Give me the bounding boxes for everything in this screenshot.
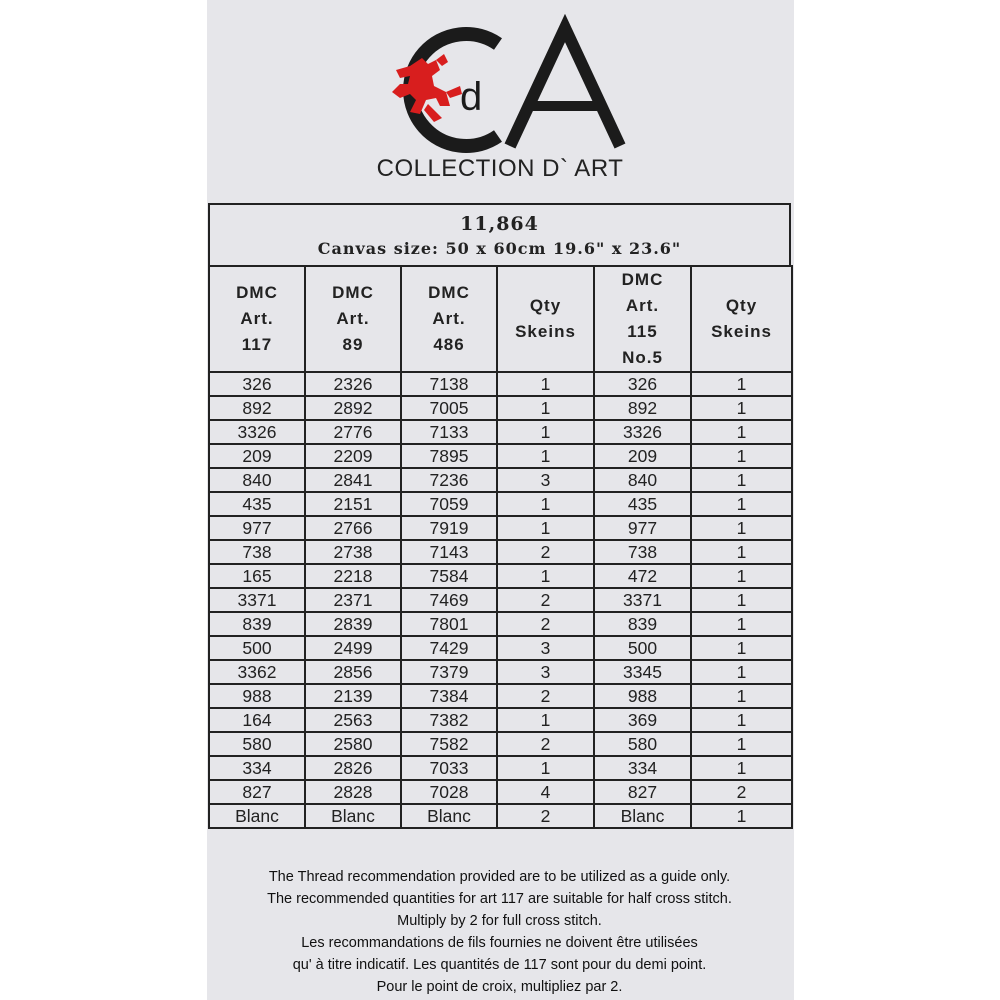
table-cell: 580 <box>594 732 691 756</box>
column-header-line: Qty <box>529 296 562 315</box>
table-cell: 334 <box>209 756 305 780</box>
table-cell: 164 <box>209 708 305 732</box>
table-cell: 435 <box>209 492 305 516</box>
table-header-row <box>209 266 792 372</box>
table-cell: 435 <box>594 492 691 516</box>
table-cell: 827 <box>209 780 305 804</box>
table-cell: 500 <box>209 636 305 660</box>
table-cell: 2 <box>497 540 594 564</box>
table-cell: 7584 <box>401 564 497 588</box>
table-cell: 1 <box>691 396 792 420</box>
table-cell: Blanc <box>401 804 497 828</box>
table-cell: 1 <box>691 732 792 756</box>
griffin-icon <box>392 54 462 122</box>
guide-notes <box>208 866 791 998</box>
table-row <box>209 684 792 708</box>
column-header <box>401 266 497 372</box>
table-cell: 1 <box>691 636 792 660</box>
table-cell: 1 <box>691 708 792 732</box>
table-row <box>209 804 792 828</box>
table-row <box>209 468 792 492</box>
table-cell: Blanc <box>305 804 401 828</box>
column-header-line: Art. <box>432 309 466 328</box>
table-cell: 7033 <box>401 756 497 780</box>
table-cell: 840 <box>209 468 305 492</box>
note-line: Les recommandations de fils fournies ne doivent être utilisées <box>301 935 698 951</box>
table-row <box>209 564 792 588</box>
column-header-line: No.5 <box>622 348 663 367</box>
table-cell: 2218 <box>305 564 401 588</box>
table-cell: 580 <box>209 732 305 756</box>
column-header-line: 89 <box>342 335 364 354</box>
table-cell: 892 <box>594 396 691 420</box>
table-cell: 3326 <box>594 420 691 444</box>
table-row <box>209 612 792 636</box>
table-cell: 7429 <box>401 636 497 660</box>
column-header-line: 486 <box>433 335 465 354</box>
table-cell: 3371 <box>594 588 691 612</box>
table-cell: 7138 <box>401 372 497 396</box>
table-cell: 1 <box>691 564 792 588</box>
logo-letter-d: d <box>460 75 483 119</box>
column-header <box>594 266 691 372</box>
table-cell: 1 <box>497 564 594 588</box>
table-cell: 3362 <box>209 660 305 684</box>
table-cell: 3 <box>497 660 594 684</box>
table-cell: 2828 <box>305 780 401 804</box>
table-cell: 3326 <box>209 420 305 444</box>
table-cell: 472 <box>594 564 691 588</box>
canvas-size: Canvas size: 50 x 60cm 19.6" x 23.6" <box>317 239 682 258</box>
table-cell: 1 <box>497 756 594 780</box>
table-cell: 1 <box>691 492 792 516</box>
table-cell: 3371 <box>209 588 305 612</box>
table-cell: Blanc <box>209 804 305 828</box>
table-row <box>209 732 792 756</box>
table-cell: 2139 <box>305 684 401 708</box>
column-header <box>305 266 401 372</box>
table-cell: 2839 <box>305 612 401 636</box>
column-header-line: DMC <box>428 283 470 302</box>
column-header <box>209 266 305 372</box>
table-cell: 1 <box>691 540 792 564</box>
table-row <box>209 756 792 780</box>
logo-letter-a <box>510 28 620 146</box>
table-cell: 1 <box>691 588 792 612</box>
brand-name: COLLECTION D` ART <box>376 155 624 182</box>
table-row <box>209 396 792 420</box>
cda-logo <box>370 14 630 154</box>
table-cell: 500 <box>594 636 691 660</box>
column-header-line: Art. <box>625 296 660 315</box>
table-cell: 2580 <box>305 732 401 756</box>
table-cell: 839 <box>594 612 691 636</box>
table-cell: 2766 <box>305 516 401 540</box>
table-cell: 334 <box>594 756 691 780</box>
table-cell: 1 <box>497 516 594 540</box>
table-cell: 2 <box>497 732 594 756</box>
column-header-line: DMC <box>332 283 374 302</box>
table-cell: 892 <box>209 396 305 420</box>
table-cell: 840 <box>594 468 691 492</box>
table-row <box>209 492 792 516</box>
table-cell: 839 <box>209 612 305 636</box>
table-cell: 1 <box>497 396 594 420</box>
table-cell: 209 <box>594 444 691 468</box>
table-cell: 2856 <box>305 660 401 684</box>
table-body <box>209 372 792 828</box>
design-number: 11,864 <box>460 213 539 235</box>
column-header-line: DMC <box>236 283 278 302</box>
table-cell: 2 <box>497 612 594 636</box>
table-row <box>209 420 792 444</box>
table-cell: 3345 <box>594 660 691 684</box>
table-row <box>209 444 792 468</box>
table-cell: 2738 <box>305 540 401 564</box>
table-cell: Blanc <box>594 804 691 828</box>
table-cell: 2 <box>497 804 594 828</box>
table-cell: 2499 <box>305 636 401 660</box>
table-cell: 2 <box>497 588 594 612</box>
table-cell: 369 <box>594 708 691 732</box>
column-header-line: Skeins <box>711 322 772 341</box>
table-row <box>209 636 792 660</box>
table-cell: 2371 <box>305 588 401 612</box>
table-cell: 7005 <box>401 396 497 420</box>
note-line: Pour le point de croix, multipliez par 2. <box>376 979 623 995</box>
table-cell: 2 <box>691 780 792 804</box>
table-cell: 7582 <box>401 732 497 756</box>
column-header <box>497 266 594 372</box>
note-line: qu' à titre indicatif. Les quantités de 117 sont pour du demi point. <box>292 957 707 973</box>
column-header-line: 115 <box>627 322 658 341</box>
table-cell: 7379 <box>401 660 497 684</box>
table-cell: 1 <box>691 468 792 492</box>
column-header-line: DMC <box>621 270 664 289</box>
table-cell: 7133 <box>401 420 497 444</box>
table-cell: 7919 <box>401 516 497 540</box>
table-cell: 7143 <box>401 540 497 564</box>
table-cell: 7028 <box>401 780 497 804</box>
table-cell: 988 <box>594 684 691 708</box>
column-header-line: Qty <box>725 296 758 315</box>
table-cell: 988 <box>209 684 305 708</box>
note-line: Multiply by 2 for full cross stitch. <box>397 913 602 929</box>
table-cell: 2563 <box>305 708 401 732</box>
column-header-line: 117 <box>241 335 273 354</box>
table-cell: 326 <box>209 372 305 396</box>
table-cell: 7895 <box>401 444 497 468</box>
column-header-line: Skeins <box>515 322 576 341</box>
table-cell: 1 <box>497 444 594 468</box>
table-row <box>209 660 792 684</box>
table-cell: 1 <box>691 372 792 396</box>
table-cell: 209 <box>209 444 305 468</box>
table-cell: 827 <box>594 780 691 804</box>
table-cell: 1 <box>691 516 792 540</box>
thread-table <box>208 265 793 829</box>
note-line: The Thread recommendation provided are to be utilized as a guide only. <box>268 869 731 885</box>
title-box <box>208 203 791 267</box>
table-cell: 7236 <box>401 468 497 492</box>
table-cell: 7382 <box>401 708 497 732</box>
table-cell: 2776 <box>305 420 401 444</box>
table-cell: 1 <box>497 420 594 444</box>
table-cell: 1 <box>691 612 792 636</box>
table-cell: 2826 <box>305 756 401 780</box>
note-line: The recommended quantities for art 117 are suitable for half cross stitch. <box>267 891 732 907</box>
table-cell: 977 <box>209 516 305 540</box>
table-cell: 2151 <box>305 492 401 516</box>
table-cell: 7801 <box>401 612 497 636</box>
table-cell: 1 <box>691 684 792 708</box>
table-row <box>209 516 792 540</box>
table-row <box>209 588 792 612</box>
column-header-line: Art. <box>336 309 370 328</box>
table-cell: 4 <box>497 780 594 804</box>
table-cell: 7384 <box>401 684 497 708</box>
table-cell: 738 <box>594 540 691 564</box>
table-cell: 1 <box>691 660 792 684</box>
table-cell: 1 <box>497 708 594 732</box>
table-cell: 3 <box>497 468 594 492</box>
table-cell: 1 <box>691 756 792 780</box>
table-row <box>209 708 792 732</box>
column-header-line: Art. <box>240 309 274 328</box>
table-cell: 326 <box>594 372 691 396</box>
table-cell: 1 <box>497 372 594 396</box>
table-row <box>209 372 792 396</box>
table-cell: 2 <box>497 684 594 708</box>
table-cell: 7469 <box>401 588 497 612</box>
table-row <box>209 780 792 804</box>
table-cell: 7059 <box>401 492 497 516</box>
table-cell: 1 <box>497 492 594 516</box>
table-row <box>209 540 792 564</box>
table-cell: 738 <box>209 540 305 564</box>
table-cell: 2841 <box>305 468 401 492</box>
table-cell: 2209 <box>305 444 401 468</box>
table-cell: 1 <box>691 804 792 828</box>
table-cell: 1 <box>691 420 792 444</box>
column-header <box>691 266 792 372</box>
table-cell: 3 <box>497 636 594 660</box>
table-cell: 1 <box>691 444 792 468</box>
table-cell: 977 <box>594 516 691 540</box>
table-cell: 165 <box>209 564 305 588</box>
table-cell: 2892 <box>305 396 401 420</box>
table-cell: 2326 <box>305 372 401 396</box>
